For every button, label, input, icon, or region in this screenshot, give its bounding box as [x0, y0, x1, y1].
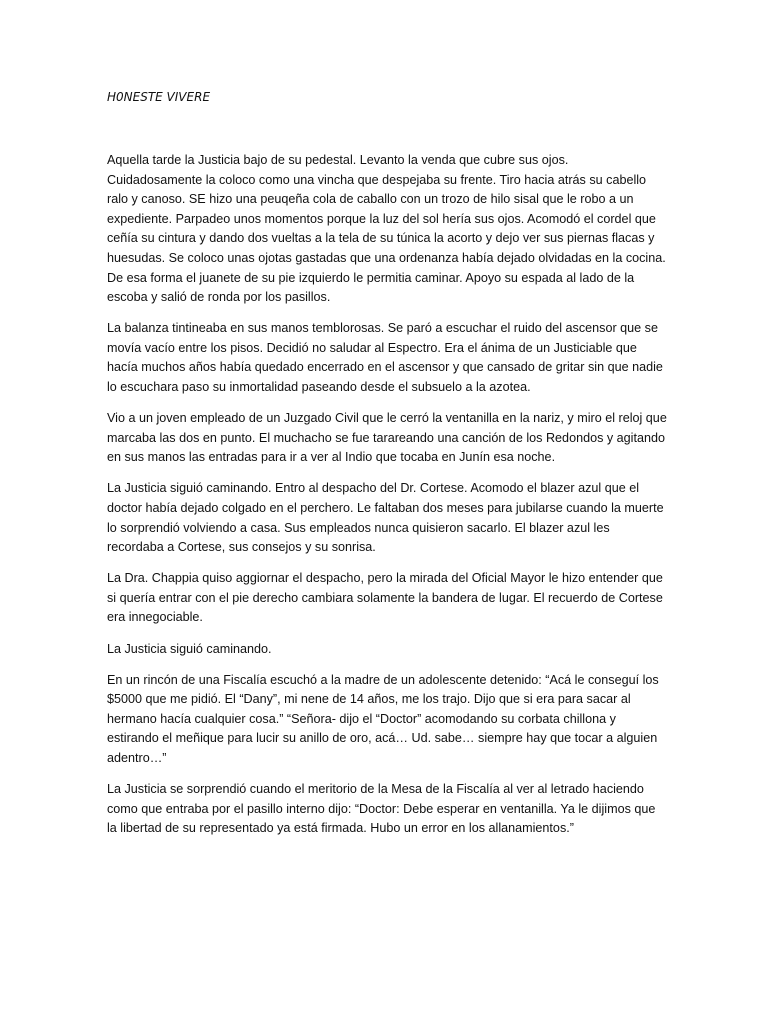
paragraph: La Justicia siguió caminando.	[107, 641, 272, 656]
paragraph: La Justicia se sorprendió cuando el meritorio de la Mesa de la Fiscalía al ver al letrado haciendo como que entraba por el pasillo interno dijo: “Doctor: Debe esperar en ventanilla. Ya le dijimos que la libertad de su representado ya está firmada. Hubo un error en los allanamientos.”	[107, 782, 656, 836]
paragraph: Vio a un joven empleado de un Juzgado Civil que le cerró la ventanilla en la nariz, y miro el reloj que marcaba las dos en punto. El muchacho se fue tarareando una canción de los Redondos y agitando en sus manos las entradas para ir a ver al Indio que tocaba en Junín esa noche.	[107, 411, 667, 465]
document-body	[107, 151, 667, 850]
paragraph: La Dra. Chappia quiso aggiornar el despacho, pero la mirada del Oficial Mayor le hizo entender que si quería entrar con el pie derecho cambiara solamente la bandera de lugar. El recuerdo de Cortese era innegociable.	[107, 571, 663, 625]
paragraph: En un rincón de una Fiscalía escuchó a la madre de un adolescente detenido: “Acá le conseguí los $5000 que me pidió. El “Dany”, mi nene de 14 años, me los trajo. Dijo que si era para sacar al hermano hacía cualquier cosa.” “Señora- dijo el “Doctor” acomodando su corbata chillona y estirando el meñique para lucir su anillo de oro, acá… Ud. sabe… siempre hay que tocar a alguien adentro…”	[107, 672, 659, 766]
document-title: H0NESTE VIVERE	[107, 90, 211, 104]
paragraph: Aquella tarde la Justicia bajo de su pedestal. Levanto la venda que cubre sus ojos. Cuidadosamente la coloco como una vincha que despejaba su frente. Tiro hacia atrás su cabello ralo y canoso. SE hizo una peuqeña cola de caballo con un trozo de hilo sisal que le robo a un expediente. Parpadeo unos momentos porque la luz del sol hería sus ojos. Acomodó el cordel que ceñía su cintura y dando dos vueltas a la tela de su túnica la acorto y dejo ver sus piernas flacas y huesudas. Se coloco unas ojotas gastadas que una ordenanza había dejado olvidadas en la cocina. De esa forma el juanete de su pie izquierdo le permitia caminar. Apoyo su espada al lado de la escoba y salió de ronda por los pasillos.	[107, 153, 666, 305]
paragraph: La balanza tintineaba en sus manos temblorosas. Se paró a escuchar el ruido del ascensor que se movía vacío entre los pisos. Decidió no saludar al Espectro. Era el ánima de un Justiciable que hacía muchos años había quedado encerrado en el ascensor y que cansado de gritar sin que nadie lo escuchara paso su inmortalidad paseando desde el subsuelo a la azotea.	[107, 321, 663, 395]
paragraph: La Justicia siguió caminando. Entro al despacho del Dr. Cortese. Acomodo el blazer azul que el doctor había dejado colgado en el perchero. Le faltaban dos meses para jubilarse cuando la muerte lo sorprendió volviendo a casa. Sus empleados nunca quisieron sacarlo. El blazer azul les recordaba a Cortese, sus consejos y su sonrisa.	[107, 481, 664, 555]
